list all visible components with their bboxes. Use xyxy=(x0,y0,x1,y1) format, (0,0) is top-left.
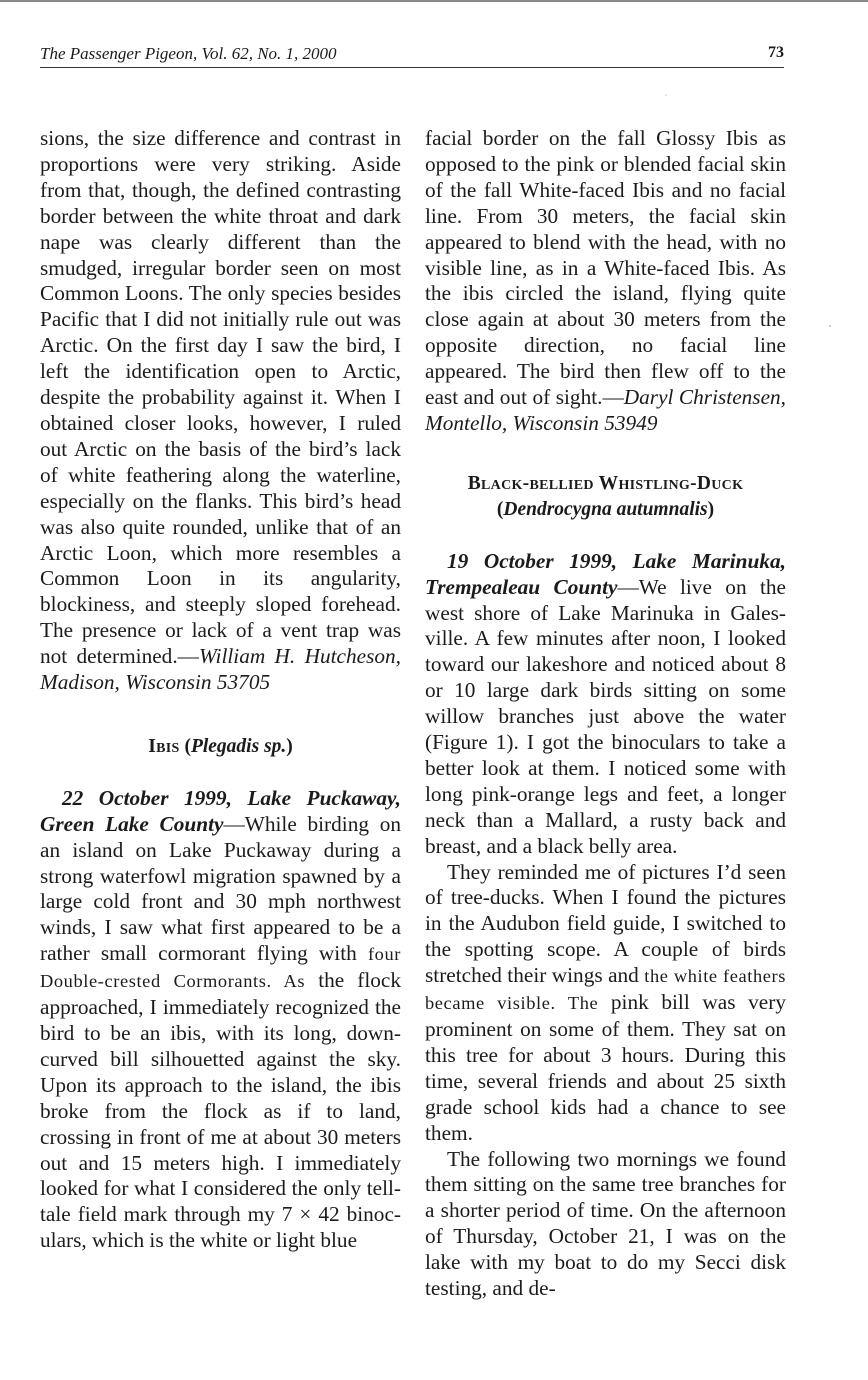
section-title-whistling-duck: Black-bellied Whistling-Duck xyxy=(467,472,744,494)
duck-paragraph-2-text-b: pink bill was very prominent on some of them. They sat on this tree for about 3 hours. During this time, several friends and about 25 sixth grade school kids had a chance to see them. xyxy=(425,990,786,1145)
loon-paragraph xyxy=(40,126,401,696)
duck-date-place: 19 October 1999, Lake Marinuka, xyxy=(447,548,786,573)
ibis-text-a: —While birding on an island on Lake Puckaway during a strong waterfowl migration spawned by a large cold front and 30 mph northwest winds, I saw what first appeared to be a rather small cormorant flying with xyxy=(40,811,401,966)
section-title-ibis: Ibis xyxy=(148,735,180,757)
left-column xyxy=(40,126,401,1254)
ibis-author-signature: Daryl Christensen, Montello, Wisconsin 53949 xyxy=(425,385,787,435)
ibis-text-b: the flock approached, I immediately recognized the bird to be an ibis, with its long, down-curved bill silhouetted against the sky. Upon its approach to the island, the ibis broke from the flock as if to land, crossing in front of me at about 30 meters out and 15 meters high. I immediately looked for what I considered the only tell-tale field mark through my 7 × 42 binoculars, which is the white or light blue xyxy=(40,968,401,1253)
section-scientific-name-ibis: Plegadis sp. xyxy=(190,735,287,757)
running-head xyxy=(40,44,784,64)
section-heading-ibis: Ibis (Plegadis sp.) xyxy=(148,735,293,757)
duck-paragraph-1-text: —We live on the west shore of Lake Marinuka in Galesville. A few minutes after noon, I looked toward our lakeshore and noticed about 8 or 10 large dark birds sitting on some willow branches just above the water (Figure 1). I got the binoculars to take a better look at them. I noticed some with long pink-orange legs and feet, a longer neck than a Mallard, a rusty back and breast, and a black belly area. xyxy=(425,574,786,858)
paper-speck xyxy=(829,325,831,327)
duck-paragraph-3 xyxy=(425,1147,786,1302)
ibis-continuation-text: facial border on the fall Glossy Ibis as opposed to the pink or blended facial skin of the fall White-faced Ibis and no facial line. From 30 meters, the facial skin appeared to blend with the head, with no visible line, as in a White-faced Ibis. As the ibis circled the island, flying quite close again at about 30 meters from the opposite direction, no facial line appeared. The bird then flew off to the east and out of sight.— xyxy=(425,126,786,410)
ibis-text-small: four Double-crested Cormorants. As xyxy=(40,944,401,992)
ibis-paragraph xyxy=(40,786,401,1254)
duck-paragraph-1 xyxy=(425,549,786,860)
ibis-county: Green Lake County xyxy=(40,811,224,836)
duck-paragraph-2-text-a: They reminded me of pictures I’d seen of tree-ducks. When I found the pictures in the Audubon field guide, I switched to the spotting scope. A couple of birds stretched their wings and xyxy=(425,859,786,988)
header-rule xyxy=(40,67,784,68)
right-column xyxy=(425,126,786,1302)
duck-county: Trempealeau County xyxy=(425,574,618,599)
duck-paragraph-2 xyxy=(425,860,786,1147)
duck-paragraph-3-text: The following two mornings we found them sitting on the same tree branches for a shorter period of time. On the afternoon of Thursday, October 21, I was on the lake with my boat to do my Secci disk testing, and de- xyxy=(425,1146,786,1301)
page-number: 73 xyxy=(768,44,784,61)
journal-citation: The Passenger Pigeon, Vol. 62, No. 1, 2000 xyxy=(40,44,337,63)
section-heading-whistling-duck: Black-bellied Whistling-Duck (Dendrocygna autumnalis) xyxy=(467,472,744,520)
section-scientific-name-whistling-duck: Dendrocygna autumnalis xyxy=(503,498,708,520)
loon-author-signature: William H. Hutcheson, Madison, Wisconsin 53705 xyxy=(40,644,401,695)
top-border-rule xyxy=(0,0,868,2)
ibis-continuation-paragraph xyxy=(425,126,786,437)
ibis-date-place: 22 October 1999, Lake Puckaway, xyxy=(62,785,401,810)
loon-paragraph-text: sions, the size difference and contrast in proportions were very striking. Aside from that, though, the defined contrasting border between the white throat and dark nape was clearly different than the smudged, irregular border seen on most Common Loons. The only species besides Pacific that I did not initially rule out was Arctic. On the first day I saw the bird, I left the identification open to Arctic, despite the probability against it. When I obtained closer looks, however, I ruled out Arctic on the basis of the bird’s lack of white feathering along the waterline, especially on the flanks. This bird’s head was also quite rounded, unlike that of an Arctic Loon, which more resembles a Common Loon in its angularity, blockiness, and steeply sloped forehead. The presence or lack of a vent trap was not determined.— xyxy=(40,126,401,669)
duck-paragraph-2-text-small: the white feathers became visible. The xyxy=(425,966,786,1014)
paper-speck xyxy=(665,94,667,96)
